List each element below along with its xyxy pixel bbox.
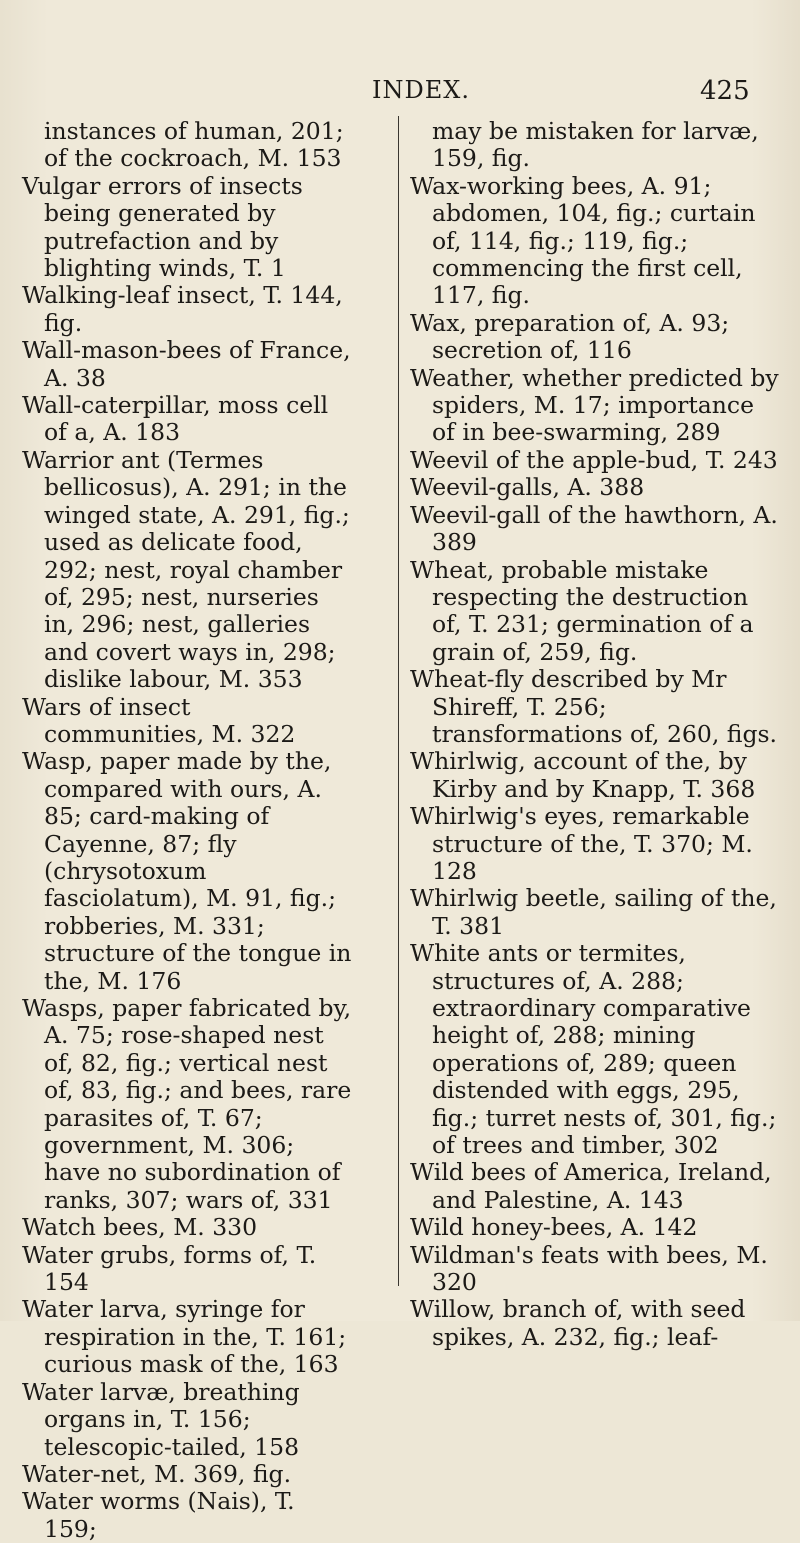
index-entry: Wax, preparation of, A. 93; secretion of, 116 [410, 308, 730, 365]
index-entry: Weather, whether predicted by spiders, M. 17; importance of in bee-swarming, 289 [410, 363, 779, 447]
running-title: INDEX. [372, 76, 470, 104]
column-divider [398, 116, 399, 1286]
right-column [410, 118, 782, 1351]
index-entry: Whirlwig beetle, sailing of the, T. 381 [410, 884, 777, 940]
index-entry: Warrior ant (Termes bellicosus), A. 291; in the winged state, A. 291, fig.; used as delicate food, 292; nest, royal chamber of, 295; nest, nurseries in, 296; nest, galleries and covert ways in, 298; dislike labour, M. 353 [22, 445, 350, 694]
index-entry: Wall-caterpillar, moss cell of a, A. 183 [22, 391, 329, 447]
index-entry: Water grubs, forms of, T. 154 [22, 1240, 317, 1297]
index-entry: Walking-leaf insect, T. 144, fig. [22, 281, 343, 337]
index-entry: Watch bees, M. 330 [22, 1213, 258, 1242]
index-entry: Whirlwig's eyes, remarkable structure of the, T. 370; M. 128 [410, 802, 753, 885]
left-column [22, 118, 352, 1543]
index-entry: Water larvæ, breathing organs in, T. 156; telescopic-tailed, 158 [22, 1377, 300, 1461]
index-entry: Whirlwig, account of the, by Kirby and by Knapp, T. 368 [410, 747, 756, 803]
index-entry: instances of human, 201; of the cockroach, M. 153 [44, 117, 344, 173]
index-entry: Wasps, paper fabricated by, A. 75; rose-shaped nest of, 82, fig.; vertical nest of, 83, fig.; and bees, rare parasites of, T. 67; government, M. 306; have no subordination of ranks, 307; wars of, 331 [22, 994, 352, 1214]
index-entry: Water larva, syringe for respiration in the, T. 161; curious mask of the, 163 [22, 1295, 347, 1379]
index-entry: Wheat, probable mistake respecting the destruction of, T. 231; germination of a grain of, 259, fig. [410, 555, 754, 666]
index-entry: Weevil-gall of the hawthorn, A. 389 [410, 500, 778, 557]
index-entry: Wasp, paper made by the, compared with ours, A. 85; card-making of Cayenne, 87; fly (chrysotoxum fasciolatum), M. 91, fig.; robberies, M. 331; structure of the tongue in the, M. 176 [22, 747, 352, 995]
index-entry: Weevil of the apple-bud, T. 243 [410, 445, 778, 474]
index-entry: Vulgar errors of insects being generated by putrefaction and by blighting winds, T. 1 [22, 171, 303, 283]
index-entry: Willow, branch of, with seed spikes, A. 232, fig.; leaf- [410, 1295, 746, 1351]
page-number: 425 [700, 76, 750, 106]
index-entry: Wildman's feats with bees, M. 320 [410, 1240, 768, 1297]
index-entry: Wild bees of America, Ireland, and Palestine, A. 143 [410, 1158, 772, 1214]
index-entry: Weevil-galls, A. 388 [410, 473, 645, 502]
index-entry: White ants or termites, structures of, A. 288; extraordinary comparative height of, 288; mining operations of, 289; queen distended with eggs, 295, fig.; turret nests of, 301, fig.; of trees and timber, 302 [410, 939, 777, 1160]
index-entry: Water worms (Nais), T. 159; [22, 1487, 295, 1543]
index-entry: Water-net, M. 369, fig. [22, 1459, 292, 1488]
index-entry: Wheat-fly described by Mr Shireff, T. 256; transformations of, 260, figs. [410, 665, 778, 748]
index-entry: Wall-mason-bees of France, A. 38 [22, 336, 351, 392]
index-entry: may be mistaken for larvæ, 159, fig. [432, 117, 759, 173]
index-entry: Wild honey-bees, A. 142 [410, 1213, 698, 1242]
index-entry: Wars of insect communities, M. 322 [22, 692, 296, 748]
index-entry: Wax-working bees, A. 91; abdomen, 104, fig.; curtain of, 114, fig.; 119, fig.; commencing the first cell, 117, fig. [410, 171, 756, 310]
page-header [0, 76, 800, 106]
